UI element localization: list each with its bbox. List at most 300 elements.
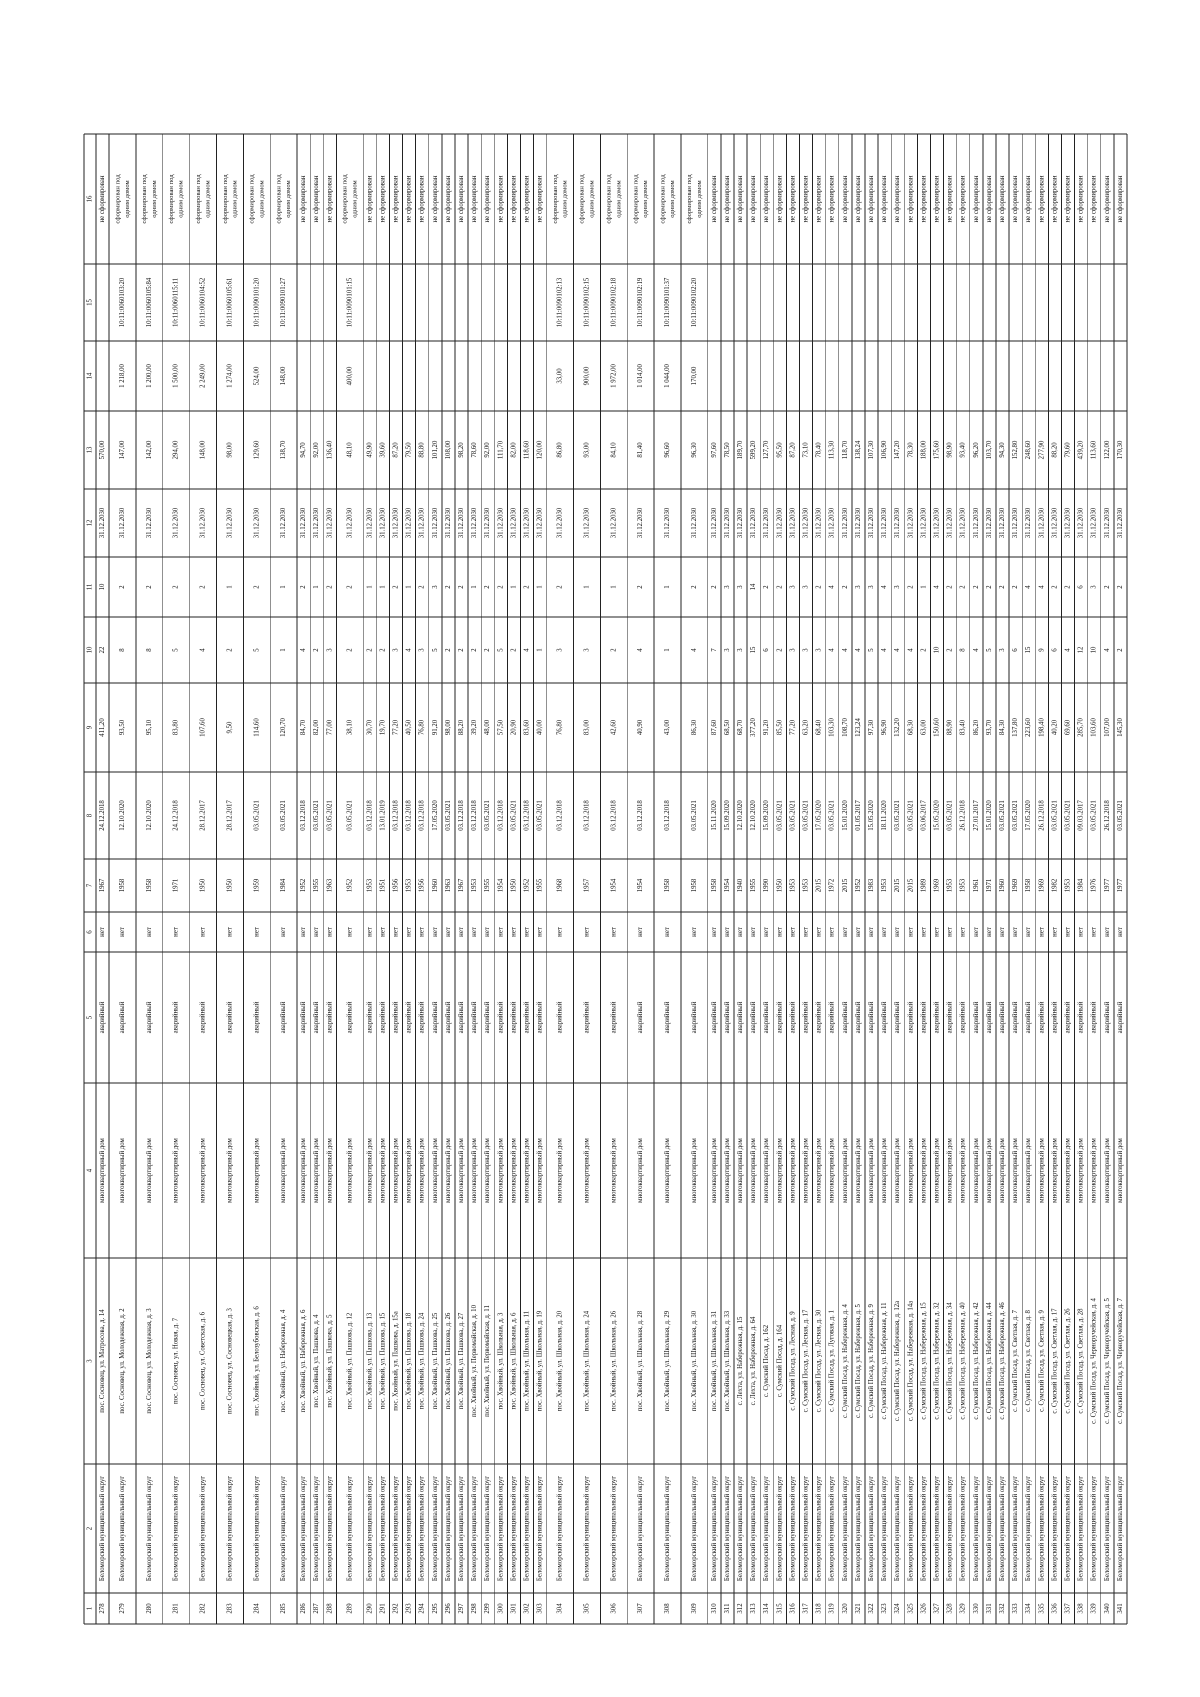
table-cell: 2 — [523, 585, 531, 589]
table-cell: 68,70 — [737, 719, 744, 736]
table-cell: 63,00 — [920, 719, 928, 736]
table-cell: 2 — [776, 585, 784, 589]
row-number: 312 — [737, 1603, 744, 1614]
table-cell: нет — [556, 927, 564, 937]
table-cell: 132,20 — [894, 718, 902, 737]
table-cell: 198,40 — [1038, 718, 1046, 737]
table-cell: аварийный — [1090, 1001, 1098, 1034]
table-cell: 24.12.2018 — [99, 800, 107, 831]
table-cell: многоквартирный дом — [583, 1138, 591, 1203]
table-cell: аварийный — [920, 1001, 928, 1034]
table-cell: аварийный — [1116, 1001, 1124, 1034]
table-cell: 4 — [972, 648, 980, 652]
table-cell: 1 — [280, 585, 288, 589]
table-cell: 77,20 — [392, 719, 400, 736]
table-cell: 31.12.2030 — [326, 507, 334, 539]
table-cell: с. Сумский Посад, ул. Набережная, д. 9 — [868, 1304, 875, 1418]
table-cell: Беломорский муниципальный округ — [710, 1475, 718, 1582]
table-cell: нет — [405, 927, 413, 937]
table-cell: 2 — [326, 585, 334, 589]
table-cell: 10:11:0090101:15 — [346, 277, 354, 328]
table-cell: 9,50 — [226, 721, 234, 734]
table-cell: 03.05.2021 — [1012, 800, 1020, 831]
table-cell: Беломорский муниципальный округ — [119, 1475, 126, 1582]
table-cell: 1954 — [637, 878, 645, 893]
table-cell: 2 — [959, 585, 967, 589]
table-cell: 84,70 — [300, 719, 308, 736]
row-number: 286 — [300, 1603, 308, 1614]
row-number: 328 — [946, 1603, 954, 1614]
table-cell: аварийный — [458, 1001, 465, 1034]
table-cell: 1 — [610, 585, 618, 589]
table-cell: Беломорский муниципальный округ — [854, 1475, 862, 1582]
table-cell: 31.12.2030 — [392, 507, 400, 539]
table-cell: 12.10.2020 — [119, 800, 126, 831]
table-cell: 10:11:0060105:61 — [226, 277, 234, 328]
table-cell: 31.12.2030 — [789, 507, 797, 539]
table-cell: 4 — [1103, 648, 1111, 652]
table-cell: 1960 — [431, 878, 439, 893]
table-cell: не сформирован — [828, 175, 836, 223]
table-cell: 2 — [907, 585, 915, 589]
table-cell: 1984 — [280, 878, 288, 893]
table-cell: 1 — [510, 585, 518, 589]
table-cell: нет — [418, 927, 426, 937]
table-cell: многоквартирный дом — [750, 1138, 758, 1203]
table-cell: 31.12.2030 — [972, 507, 980, 539]
table-cell: нет — [789, 927, 797, 937]
table-cell: Беломорский муниципальный округ — [471, 1475, 479, 1582]
table-cell: 31.12.2030 — [405, 507, 413, 539]
table-cell: аварийный — [199, 1001, 207, 1034]
table-cell: с. Сумский Посад, ул. Лесная, д. 30 — [815, 1309, 823, 1413]
table-cell: 31.12.2030 — [1038, 507, 1046, 539]
table-cell: 03.12.2018 — [637, 800, 645, 831]
table-cell: не сформирован — [366, 175, 374, 223]
table-cell: нет — [610, 927, 618, 937]
table-cell: 1984 — [1077, 878, 1085, 893]
row-number: 302 — [523, 1603, 531, 1614]
table-cell: 87,20 — [392, 442, 400, 458]
table-cell: 4 — [841, 648, 849, 652]
table-cell: многоквартирный дом — [1038, 1138, 1046, 1203]
row-number: 282 — [199, 1603, 207, 1614]
table-cell: 2 — [1116, 585, 1124, 589]
table-cell: пос. Хвойный, ул. Набережная, д. 6 — [300, 1309, 308, 1413]
table-cell: не сформирован — [737, 175, 744, 223]
row-number: 339 — [1090, 1603, 1098, 1614]
table-cell: 31.12.2030 — [894, 507, 902, 539]
table-cell: пос. Хвойный, ул. Пашкова, д. 15 — [379, 1312, 387, 1410]
table-cell: 03.12.2018 — [392, 800, 400, 831]
table-cell: Беломорский муниципальный округ — [1103, 1475, 1111, 1582]
table-cell: 81,40 — [637, 442, 645, 458]
table-cell: с. Сумский Посад, ул. Черноручейская, д. 5 — [1103, 1298, 1111, 1424]
table-cell: пос. Хвойный, ул. Первомайская, д. 11 — [484, 1305, 492, 1417]
table-cell: 22 — [99, 646, 107, 654]
table-cell: 5 — [172, 648, 180, 652]
table-cell: нет — [366, 927, 374, 937]
table-cell: 1952 — [854, 878, 862, 893]
table-cell: Беломорский муниципальный округ — [99, 1475, 107, 1582]
table-cell: 88,20 — [458, 719, 465, 736]
table-cell: многоквартирный дом — [253, 1138, 261, 1203]
table-cell: 1963 — [444, 878, 452, 893]
table-cell: 28.12.2017 — [199, 800, 207, 831]
row-number: 303 — [536, 1603, 544, 1614]
table-cell: нет — [737, 927, 744, 937]
row-number: 288 — [326, 1603, 334, 1614]
row-number: 333 — [1012, 1603, 1020, 1614]
table-cell: 27.01.2017 — [972, 800, 980, 831]
table-cell: нет — [828, 927, 836, 937]
table-cell: 1958 — [690, 878, 698, 893]
table-cell: 09.03.2017 — [1077, 800, 1085, 831]
table-cell: 15 — [1025, 646, 1033, 654]
table-cell: 03.05.2021 — [510, 800, 518, 831]
table-cell: 18.11.2020 — [881, 800, 889, 831]
table-cell: 3 — [392, 648, 400, 652]
table-cell: пос. Хвойный, ул. Школьная, д. 28 — [637, 1310, 645, 1412]
table-cell: 127,70 — [763, 440, 771, 460]
table-cell: 96,30 — [690, 442, 698, 458]
table-cell: 1 014,00 — [637, 364, 645, 388]
table-cell: 10 — [933, 646, 941, 654]
table-cell: 10:11:0060115:11 — [172, 277, 180, 328]
table-cell: 31.12.2030 — [959, 507, 967, 539]
table-cell: пос. Хвойный, ул. Пашкова, д. 5 — [326, 1314, 334, 1408]
table-cell: аварийный — [99, 1001, 107, 1034]
table-cell: 1953 — [789, 878, 797, 893]
table-cell: пос. Хвойный, ул. Школьная, д. 11 — [523, 1310, 531, 1412]
table-cell: 1 — [379, 585, 387, 589]
table-cell: 03.12.2018 — [458, 800, 465, 831]
row-number: 321 — [854, 1603, 862, 1614]
table-cell: 3 — [556, 648, 564, 652]
table-cell: Беломорский муниципальный округ — [1051, 1475, 1059, 1582]
table-cell: с. Сумский Посад, ул. Набережная, д. 12а — [894, 1300, 902, 1422]
table-cell: 94,30 — [999, 442, 1006, 458]
row-number: 314 — [763, 1603, 771, 1614]
table-cell: 4 — [690, 648, 698, 652]
row-number: 313 — [750, 1603, 758, 1614]
table-cell: Беломорский муниципальный округ — [444, 1475, 452, 1582]
row-number: 283 — [226, 1603, 234, 1614]
table-cell: не сформирован — [802, 175, 810, 223]
table-cell: нет — [776, 927, 784, 937]
table-cell: с. Лехта, ул. Набережная, д. 64 — [750, 1316, 758, 1406]
table-cell: пос. Хвойный, ул. Школьная, д. 20 — [556, 1310, 564, 1412]
table-cell: 1 — [471, 585, 479, 589]
table-cell: аварийный — [556, 1001, 564, 1034]
table-cell: 31.12.2030 — [1012, 507, 1020, 539]
table-cell: многоквартирный дом — [556, 1138, 564, 1203]
header-cell: 8 — [86, 813, 94, 818]
table-cell: аварийный — [959, 1001, 967, 1034]
table-cell: Беломорский муниципальный округ — [1038, 1475, 1046, 1582]
table-cell: 2 — [815, 585, 823, 589]
table-cell: 39,20 — [471, 719, 479, 736]
table-cell: аварийный — [710, 1001, 718, 1034]
table-cell: 2 — [1116, 648, 1124, 652]
table-cell: многоквартирный дом — [379, 1138, 387, 1203]
table-cell: с. Сумский Посад, ул. Набережная, д. 42 — [972, 1302, 980, 1420]
table-cell: 9 — [1038, 648, 1046, 652]
table-cell: с. Сумский Посад, ул. Набережная, д. 14а — [907, 1300, 915, 1422]
table-cell: 93,00 — [583, 442, 591, 458]
table-cell: нет — [985, 927, 993, 937]
table-cell: 4 — [933, 585, 941, 589]
table-cell: 120,70 — [280, 718, 288, 737]
table-cell: Беломорский муниципальный округ — [946, 1475, 954, 1582]
table-cell: Беломорский муниципальный округ — [536, 1475, 544, 1582]
table-cell: 03.12.2018 — [300, 800, 308, 831]
table-cell: нет — [710, 927, 718, 937]
table-cell: многоквартирный дом — [1025, 1138, 1033, 1203]
table-cell: 1953 — [881, 878, 889, 893]
table-cell: многоквартирный дом — [226, 1138, 234, 1203]
table-cell: 2 — [972, 585, 980, 589]
table-cell: 38,10 — [346, 719, 354, 736]
table-cell: 4 — [1064, 648, 1072, 652]
table-cell: аварийный — [431, 1001, 439, 1034]
row-number: 306 — [610, 1603, 618, 1614]
table-cell: 113,30 — [828, 440, 836, 460]
row-number: 341 — [1116, 1603, 1124, 1614]
table-cell: 6 — [1051, 648, 1059, 652]
table-cell: 103,30 — [828, 718, 836, 737]
table-cell: аварийный — [841, 1001, 849, 1034]
table-cell: не сформирован — [907, 175, 915, 223]
table-cell: 03.12.2018 — [556, 800, 564, 831]
table-cell: сформирован под одним домом — [194, 174, 212, 224]
table-cell: 1955 — [313, 878, 321, 893]
table-cell: многоквартирный дом — [366, 1138, 374, 1203]
table-cell: с. Сумский Посад, ул. Набережная, д. 32 — [933, 1302, 941, 1420]
table-cell: 03.05.2021 — [999, 800, 1006, 831]
table-cell: многоквартирный дом — [458, 1138, 465, 1203]
row-number: 296 — [444, 1603, 452, 1614]
row-number: 278 — [99, 1603, 107, 1614]
table-cell: 1968 — [556, 878, 564, 893]
table-cell: Беломорский муниципальный округ — [1077, 1475, 1085, 1582]
table-cell: Беломорский муниципальный округ — [313, 1475, 321, 1582]
table-cell: Беломорский муниципальный округ — [723, 1475, 731, 1582]
table-cell: с. Сумский Посад, ул. Светлая, д. 8 — [1025, 1310, 1033, 1412]
table-cell: многоквартирный дом — [497, 1138, 505, 1203]
table-cell: 113,60 — [1090, 440, 1098, 460]
table-cell: с. Сумский Посад, д. 164 — [776, 1324, 784, 1398]
table-cell: многоквартирный дом — [828, 1138, 836, 1203]
table-cell: нет — [1090, 927, 1098, 937]
table-cell: 96,20 — [972, 442, 980, 458]
row-number: 287 — [313, 1603, 321, 1614]
table-cell: многоквартирный дом — [690, 1138, 698, 1203]
table-cell: 98,90 — [946, 442, 954, 458]
table-cell: 82,00 — [313, 719, 321, 736]
table-cell: нет — [946, 927, 954, 937]
table-cell: 248,60 — [1025, 440, 1033, 460]
table-cell: 1953 — [405, 878, 413, 893]
table-cell: Беломорский муниципальный округ — [1116, 1475, 1124, 1582]
table-cell: 1989 — [920, 878, 928, 893]
table-cell: Беломорский муниципальный округ — [1090, 1475, 1098, 1582]
table-cell: Беломорский муниципальный округ — [431, 1475, 439, 1582]
row-number: 279 — [119, 1603, 126, 1614]
table-cell: 1954 — [723, 878, 731, 893]
table-cell: 3 — [418, 648, 426, 652]
table-cell: 107,00 — [1103, 718, 1111, 737]
table-cell: 2 — [379, 648, 387, 652]
table-cell: 40,00 — [536, 719, 544, 736]
table-cell: 148,00 — [199, 440, 207, 460]
table-cell: Беломорский муниципальный округ — [610, 1475, 618, 1582]
table-cell: пос. Хвойный, ул. Школьная, д. 33 — [723, 1310, 731, 1412]
table-cell: 1956 — [418, 878, 426, 893]
table-cell: 20,90 — [510, 719, 518, 736]
table-cell: Беломорский муниципальный округ — [392, 1475, 400, 1582]
table-cell: аварийный — [379, 1001, 387, 1034]
table-cell: 1953 — [959, 878, 967, 893]
table-cell: с. Сумский Посад, ул. Набережная, д. 40 — [959, 1302, 967, 1420]
table-cell: 94,70 — [300, 442, 308, 458]
table-cell: 1967 — [99, 878, 107, 893]
table-cell: 1950 — [226, 878, 234, 893]
table-cell: 03.05.2021 — [280, 800, 288, 831]
table-cell: 31.12.2030 — [510, 507, 518, 539]
table-cell: 5 — [497, 648, 505, 652]
row-number: 311 — [723, 1603, 731, 1614]
table-cell: 142,00 — [145, 440, 153, 460]
table-cell: 03.05.2021 — [536, 800, 544, 831]
table-cell: многоквартирный дом — [868, 1138, 875, 1203]
row-number: 299 — [484, 1603, 492, 1614]
table-cell: пос. Хвойный, ул. Школьная, д. 19 — [536, 1310, 544, 1412]
table-cell: Беломорский муниципальный округ — [920, 1475, 928, 1582]
table-cell: Беломорский муниципальный округ — [881, 1475, 889, 1582]
table-cell: 31.12.2030 — [497, 507, 505, 539]
table-cell: многоквартирный дом — [280, 1138, 288, 1203]
table-cell: нет — [99, 927, 107, 937]
table-cell: 78,40 — [815, 442, 823, 458]
table-cell: многоквартирный дом — [300, 1138, 308, 1203]
table-cell: не сформирован — [326, 175, 334, 223]
table-cell: многоквартирный дом — [172, 1138, 180, 1203]
table-cell: 03.05.2021 — [313, 800, 321, 831]
table-cell: 411,20 — [99, 718, 107, 737]
table-cell: 91,20 — [431, 719, 439, 736]
table-cell: 2 — [1012, 585, 1020, 589]
table-cell: аварийный — [610, 1001, 618, 1034]
table-cell: не сформирован — [510, 175, 518, 223]
table-cell: аварийный — [226, 1001, 234, 1034]
table-cell: 6 — [763, 648, 771, 652]
table-cell: 108,70 — [841, 718, 849, 737]
table-cell: аварийный — [583, 1001, 591, 1034]
table-cell: 93,50 — [119, 719, 126, 736]
table-cell: не сформирован — [300, 175, 308, 223]
table-cell: 8 — [145, 648, 153, 652]
table-cell: 2 — [458, 648, 465, 652]
table-cell: Беломорский муниципальный округ — [690, 1475, 698, 1582]
row-number: 298 — [471, 1603, 479, 1614]
table-cell: 2 — [999, 585, 1006, 589]
table-cell: 1953 — [366, 878, 374, 893]
table-cell: 1967 — [458, 878, 465, 893]
table-cell: аварийный — [933, 1001, 941, 1034]
table-cell: многоквартирный дом — [664, 1138, 671, 1203]
table-cell: многоквартирный дом — [907, 1138, 915, 1203]
table-cell: не сформирован — [868, 175, 875, 223]
table-cell: 03.12.2018 — [418, 800, 426, 831]
table-cell: многоквартирный дом — [723, 1138, 731, 1203]
table-cell: 03.12.2018 — [610, 800, 618, 831]
table-cell: 1971 — [985, 878, 993, 893]
table-cell: 1952 — [300, 878, 308, 893]
table-cell: 93,70 — [985, 719, 993, 736]
table-cell: 03.05.2021 — [828, 800, 836, 831]
table-cell: не сформирован — [776, 175, 784, 223]
table-cell: 152,80 — [1012, 440, 1020, 460]
table-cell: 95,10 — [145, 719, 153, 736]
table-cell: аварийный — [907, 1001, 915, 1034]
table-cell: 10:11:0090102:13 — [556, 277, 564, 328]
table-cell: пос. Хвойный, ул. Белозубовская, д. 6 — [253, 1306, 261, 1416]
table-cell: 83,60 — [523, 719, 531, 736]
table-cell: многоквартирный дом — [881, 1138, 889, 1203]
table-cell: аварийный — [690, 1001, 698, 1034]
table-cell: не сформирован — [99, 175, 107, 223]
table-cell: нет — [1116, 927, 1124, 937]
table-cell: нет — [1051, 927, 1059, 937]
table-cell: Беломорский муниципальный округ — [418, 1475, 426, 1582]
table-cell: аварийный — [392, 1001, 400, 1034]
table-cell: 2015 — [907, 878, 915, 893]
table-cell: 31.12.2030 — [379, 507, 387, 539]
table-cell: 1952 — [346, 878, 354, 893]
table-cell: 2 — [610, 648, 618, 652]
table-cell: 103,70 — [985, 440, 993, 460]
table-cell: 4 — [894, 648, 902, 652]
table-cell: 2 — [1051, 585, 1059, 589]
table-cell: многоквартирный дом — [1116, 1138, 1124, 1203]
table-cell: многоквартирный дом — [145, 1138, 153, 1203]
table-cell: 68,30 — [907, 719, 915, 736]
table-cell: Беломорский муниципальный округ — [999, 1475, 1006, 1582]
table-cell: 1958 — [664, 878, 671, 893]
table-cell: нет — [145, 927, 153, 937]
table-cell: 2015 — [815, 878, 823, 893]
table-cell: многоквартирный дом — [972, 1138, 980, 1203]
table-cell: аварийный — [418, 1001, 426, 1034]
row-number: 295 — [431, 1603, 439, 1614]
table-cell: с. Сумский Посад, ул. Лесная, д. 17 — [802, 1309, 810, 1413]
table-cell: 6 — [1077, 585, 1085, 589]
table-cell: 24.12.2018 — [172, 800, 180, 831]
table-cell: не сформирован — [841, 175, 849, 223]
table-cell: 439,20 — [1077, 440, 1085, 460]
table-cell: 106,90 — [881, 440, 889, 460]
table-cell: 31.12.2030 — [868, 507, 875, 539]
table-cell: не сформирован — [723, 175, 731, 223]
table-cell: многоквартирный дом — [484, 1138, 492, 1203]
table-cell: с. Сумский Посад, ул. Светлая, д. 7 — [1012, 1310, 1020, 1412]
table-cell: пос. Сосновец, ул. Советская, д. 6 — [199, 1311, 207, 1411]
table-cell: не сформирован — [392, 175, 400, 223]
table-cell: 31.12.2030 — [933, 507, 941, 539]
table-cell: многоквартирный дом — [536, 1138, 544, 1203]
table-cell: 26.12.2018 — [1038, 800, 1046, 831]
